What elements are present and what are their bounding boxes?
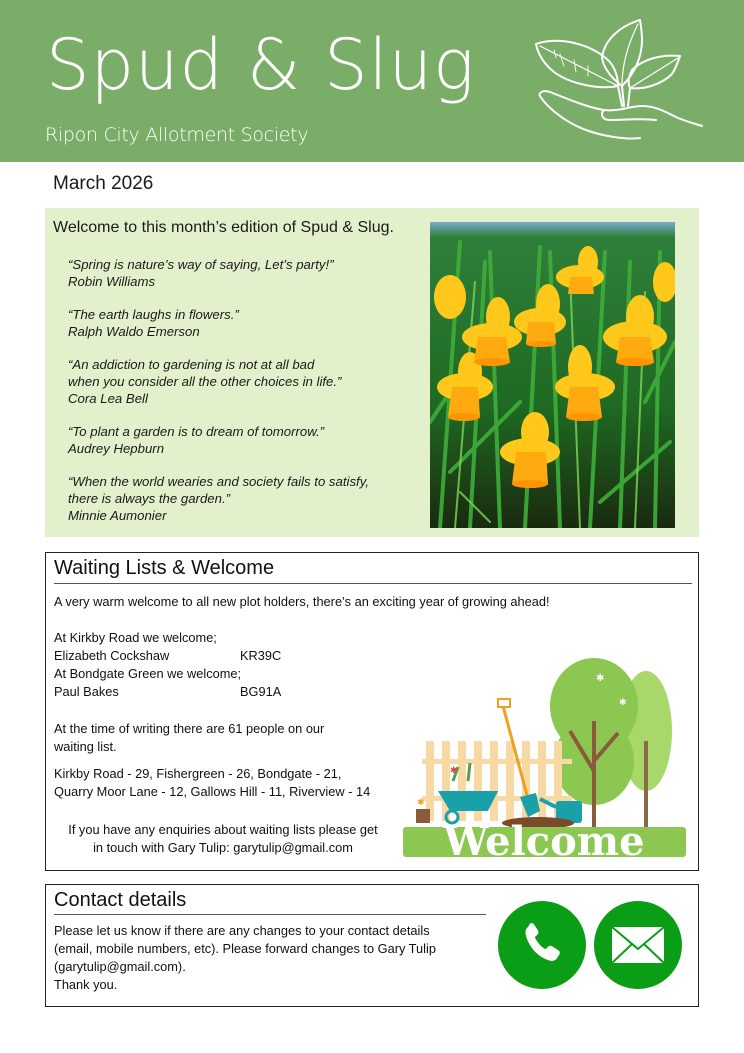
masthead bbox=[0, 0, 744, 162]
enquiry-line: If you have any enquiries about waiting lists please get bbox=[68, 822, 378, 837]
contact-section bbox=[45, 884, 699, 1007]
quote bbox=[68, 256, 398, 290]
plot-holder-name: Elizabeth Cockshaw bbox=[54, 648, 170, 663]
enquiry-line: in touch with Gary Tulip: garytulip@gmail.com bbox=[93, 840, 353, 855]
quote-text: “When the world wearies and society fails to satisfy, bbox=[68, 474, 369, 489]
svg-text:✱: ✱ bbox=[596, 673, 605, 684]
svg-text:✱: ✱ bbox=[619, 697, 627, 707]
heading-rule bbox=[54, 583, 692, 584]
daffodils-photo bbox=[430, 222, 675, 528]
newsletter-title: Spud & Slug bbox=[46, 24, 476, 106]
section-heading: Waiting Lists & Welcome bbox=[54, 557, 275, 579]
quote-text: “Spring is nature’s way of saying, Let’s party!” bbox=[68, 257, 334, 272]
issue-date: March 2026 bbox=[53, 173, 154, 194]
contact-line: Thank you. bbox=[54, 977, 118, 992]
quote-author: Audrey Hepburn bbox=[68, 441, 165, 456]
welcome-garden-illustration bbox=[398, 651, 686, 857]
quote bbox=[68, 423, 398, 457]
plot-number: KR39C bbox=[240, 648, 282, 663]
plot-holder-row bbox=[54, 647, 281, 665]
svg-text:✱: ✱ bbox=[450, 765, 458, 775]
quote-author: Ralph Waldo Emerson bbox=[68, 324, 200, 339]
section-heading: Contact details bbox=[54, 889, 187, 911]
quote bbox=[68, 473, 398, 524]
welcome-intro: A very warm welcome to all new plot holders, there’s an exciting year of growing ahead! bbox=[54, 594, 550, 609]
hand-holding-plant-icon bbox=[530, 14, 710, 142]
site-label: At Bondgate Green we welcome; bbox=[54, 666, 242, 681]
quote-list bbox=[68, 256, 398, 540]
new-plot-holders bbox=[54, 629, 281, 701]
breakdown-line: Quarry Moor Lane - 12, Gallows Hill - 11, Riverview - 14 bbox=[54, 784, 371, 799]
waiting-breakdown bbox=[54, 765, 370, 801]
welcome-banner-text: Welcome bbox=[443, 818, 645, 857]
heading-rule bbox=[54, 914, 486, 915]
contact-line: (email, mobile numbers, etc). Please forward changes to Gary Tulip bbox=[54, 941, 436, 956]
quote bbox=[68, 306, 398, 340]
contact-line: (garytulip@gmail.com). bbox=[54, 959, 186, 974]
enquiry-text bbox=[53, 821, 393, 857]
breakdown-line: Kirkby Road - 29, Fishergreen - 26, Bondgate - 21, bbox=[54, 766, 342, 781]
phone-icon bbox=[498, 901, 586, 989]
contact-line: Please let us know if there are any changes to your contact details bbox=[54, 923, 430, 938]
quote-author: Robin Williams bbox=[68, 274, 156, 289]
plot-holder-name: Paul Bakes bbox=[54, 684, 119, 699]
plot-holder-row bbox=[54, 683, 281, 701]
society-name: Ripon City Allotment Society bbox=[45, 124, 309, 146]
waiting-count-line: At the time of writing there are 61 people on our bbox=[54, 721, 325, 736]
waiting-lists-section bbox=[45, 552, 699, 871]
quote bbox=[68, 356, 398, 407]
quote-author: Cora Lea Bell bbox=[68, 391, 148, 406]
contact-icons bbox=[498, 901, 682, 989]
svg-text:✱: ✱ bbox=[417, 797, 425, 807]
quote-text: when you consider all the other choices in life.” bbox=[68, 374, 342, 389]
waiting-count bbox=[54, 720, 324, 756]
quote-author: Minnie Aumonier bbox=[68, 508, 167, 523]
contact-text bbox=[54, 922, 436, 994]
intro-panel bbox=[45, 208, 699, 537]
intro-welcome: Welcome to this month’s edition of Spud & Slug. bbox=[53, 219, 394, 236]
quote-text: “To plant a garden is to dream of tomorrow.” bbox=[68, 424, 325, 439]
quote-text: “An addiction to gardening is not at all bad bbox=[68, 357, 315, 372]
quote-text: there is always the garden.” bbox=[68, 491, 230, 506]
quote-text: “The earth laughs in flowers.” bbox=[68, 307, 239, 322]
envelope-icon bbox=[594, 901, 682, 989]
waiting-count-line: waiting list. bbox=[54, 739, 117, 754]
site-label: At Kirkby Road we welcome; bbox=[54, 630, 217, 645]
plot-number: BG91A bbox=[240, 684, 282, 699]
